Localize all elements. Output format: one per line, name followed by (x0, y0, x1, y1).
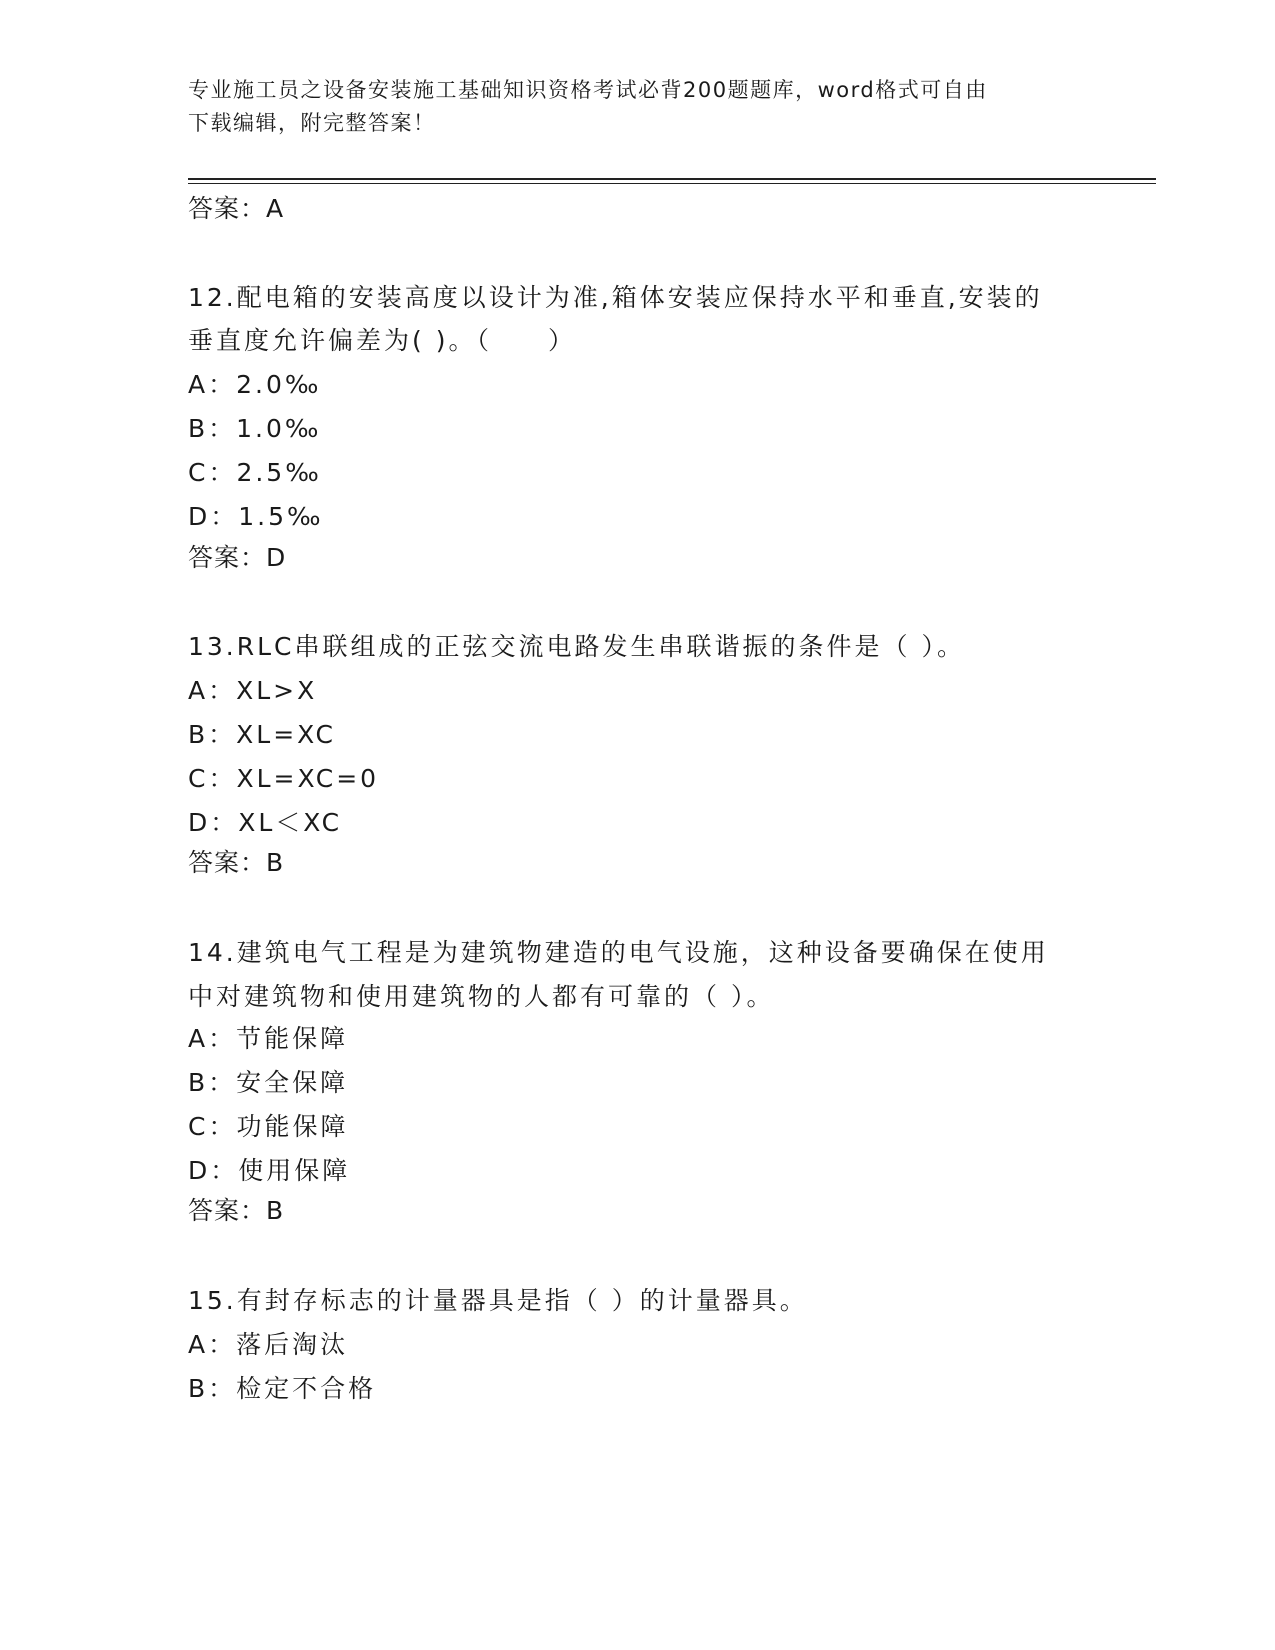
document-header (188, 74, 1068, 140)
question-12-option-d: D：1.5‰ (188, 502, 324, 531)
question-12-option-b: B：1.0‰ (188, 414, 322, 443)
question-13-option-c: C：XL=XC=0 (188, 764, 380, 793)
header-divider-thin (188, 183, 1156, 184)
question-13-option-d: D：XL＜XC (188, 808, 343, 837)
header-line-2: 下载编辑，附完整答案！ (188, 111, 436, 135)
question-13-stem-line-1: 13.RLC串联组成的正弦交流电路发生串联谐振的条件是（ ）。 (188, 632, 965, 661)
question-12-stem-line-2: 垂直度允许偏差为( )。（ ） (188, 326, 576, 355)
header-divider-thick (188, 178, 1156, 180)
question-12-stem-line-1: 12.配电箱的安装高度以设计为准,箱体安装应保持水平和垂直,安装的 (188, 283, 1043, 312)
question-12-option-a: A：2.0‰ (188, 370, 322, 399)
question-14-stem-line-2: 中对建筑物和使用建筑物的人都有可靠的（ ）。 (188, 982, 775, 1011)
question-13-option-b: B：XL=XC (188, 720, 336, 749)
question-15-option-a: A：落后淘汰 (188, 1330, 349, 1359)
question-14-answer: 答案：B (188, 1196, 285, 1225)
question-15-option-b: B：检定不合格 (188, 1374, 377, 1403)
question-14-option-b: B：安全保障 (188, 1068, 349, 1097)
question-14-stem-line-1: 14.建筑电气工程是为建筑物建造的电气设施，这种设备要确保在使用 (188, 938, 1049, 967)
header-line-1: 专业施工员之设备安装施工基础知识资格考试必背200题题库，word格式可自由 (188, 78, 988, 102)
question-14-option-c: C：功能保障 (188, 1112, 349, 1141)
question-14-option-a: A：节能保障 (188, 1024, 349, 1053)
answer-line: 答案：A (188, 194, 285, 223)
question-13-option-a: A：XL>X (188, 676, 318, 705)
question-12-option-c: C：2.5‰ (188, 458, 322, 487)
question-12-answer: 答案：D (188, 543, 287, 572)
question-13-answer: 答案：B (188, 848, 285, 877)
question-14-option-d: D：使用保障 (188, 1156, 351, 1185)
question-15-stem-line-1: 15.有封存标志的计量器具是指（ ）的计量器具。 (188, 1286, 808, 1315)
